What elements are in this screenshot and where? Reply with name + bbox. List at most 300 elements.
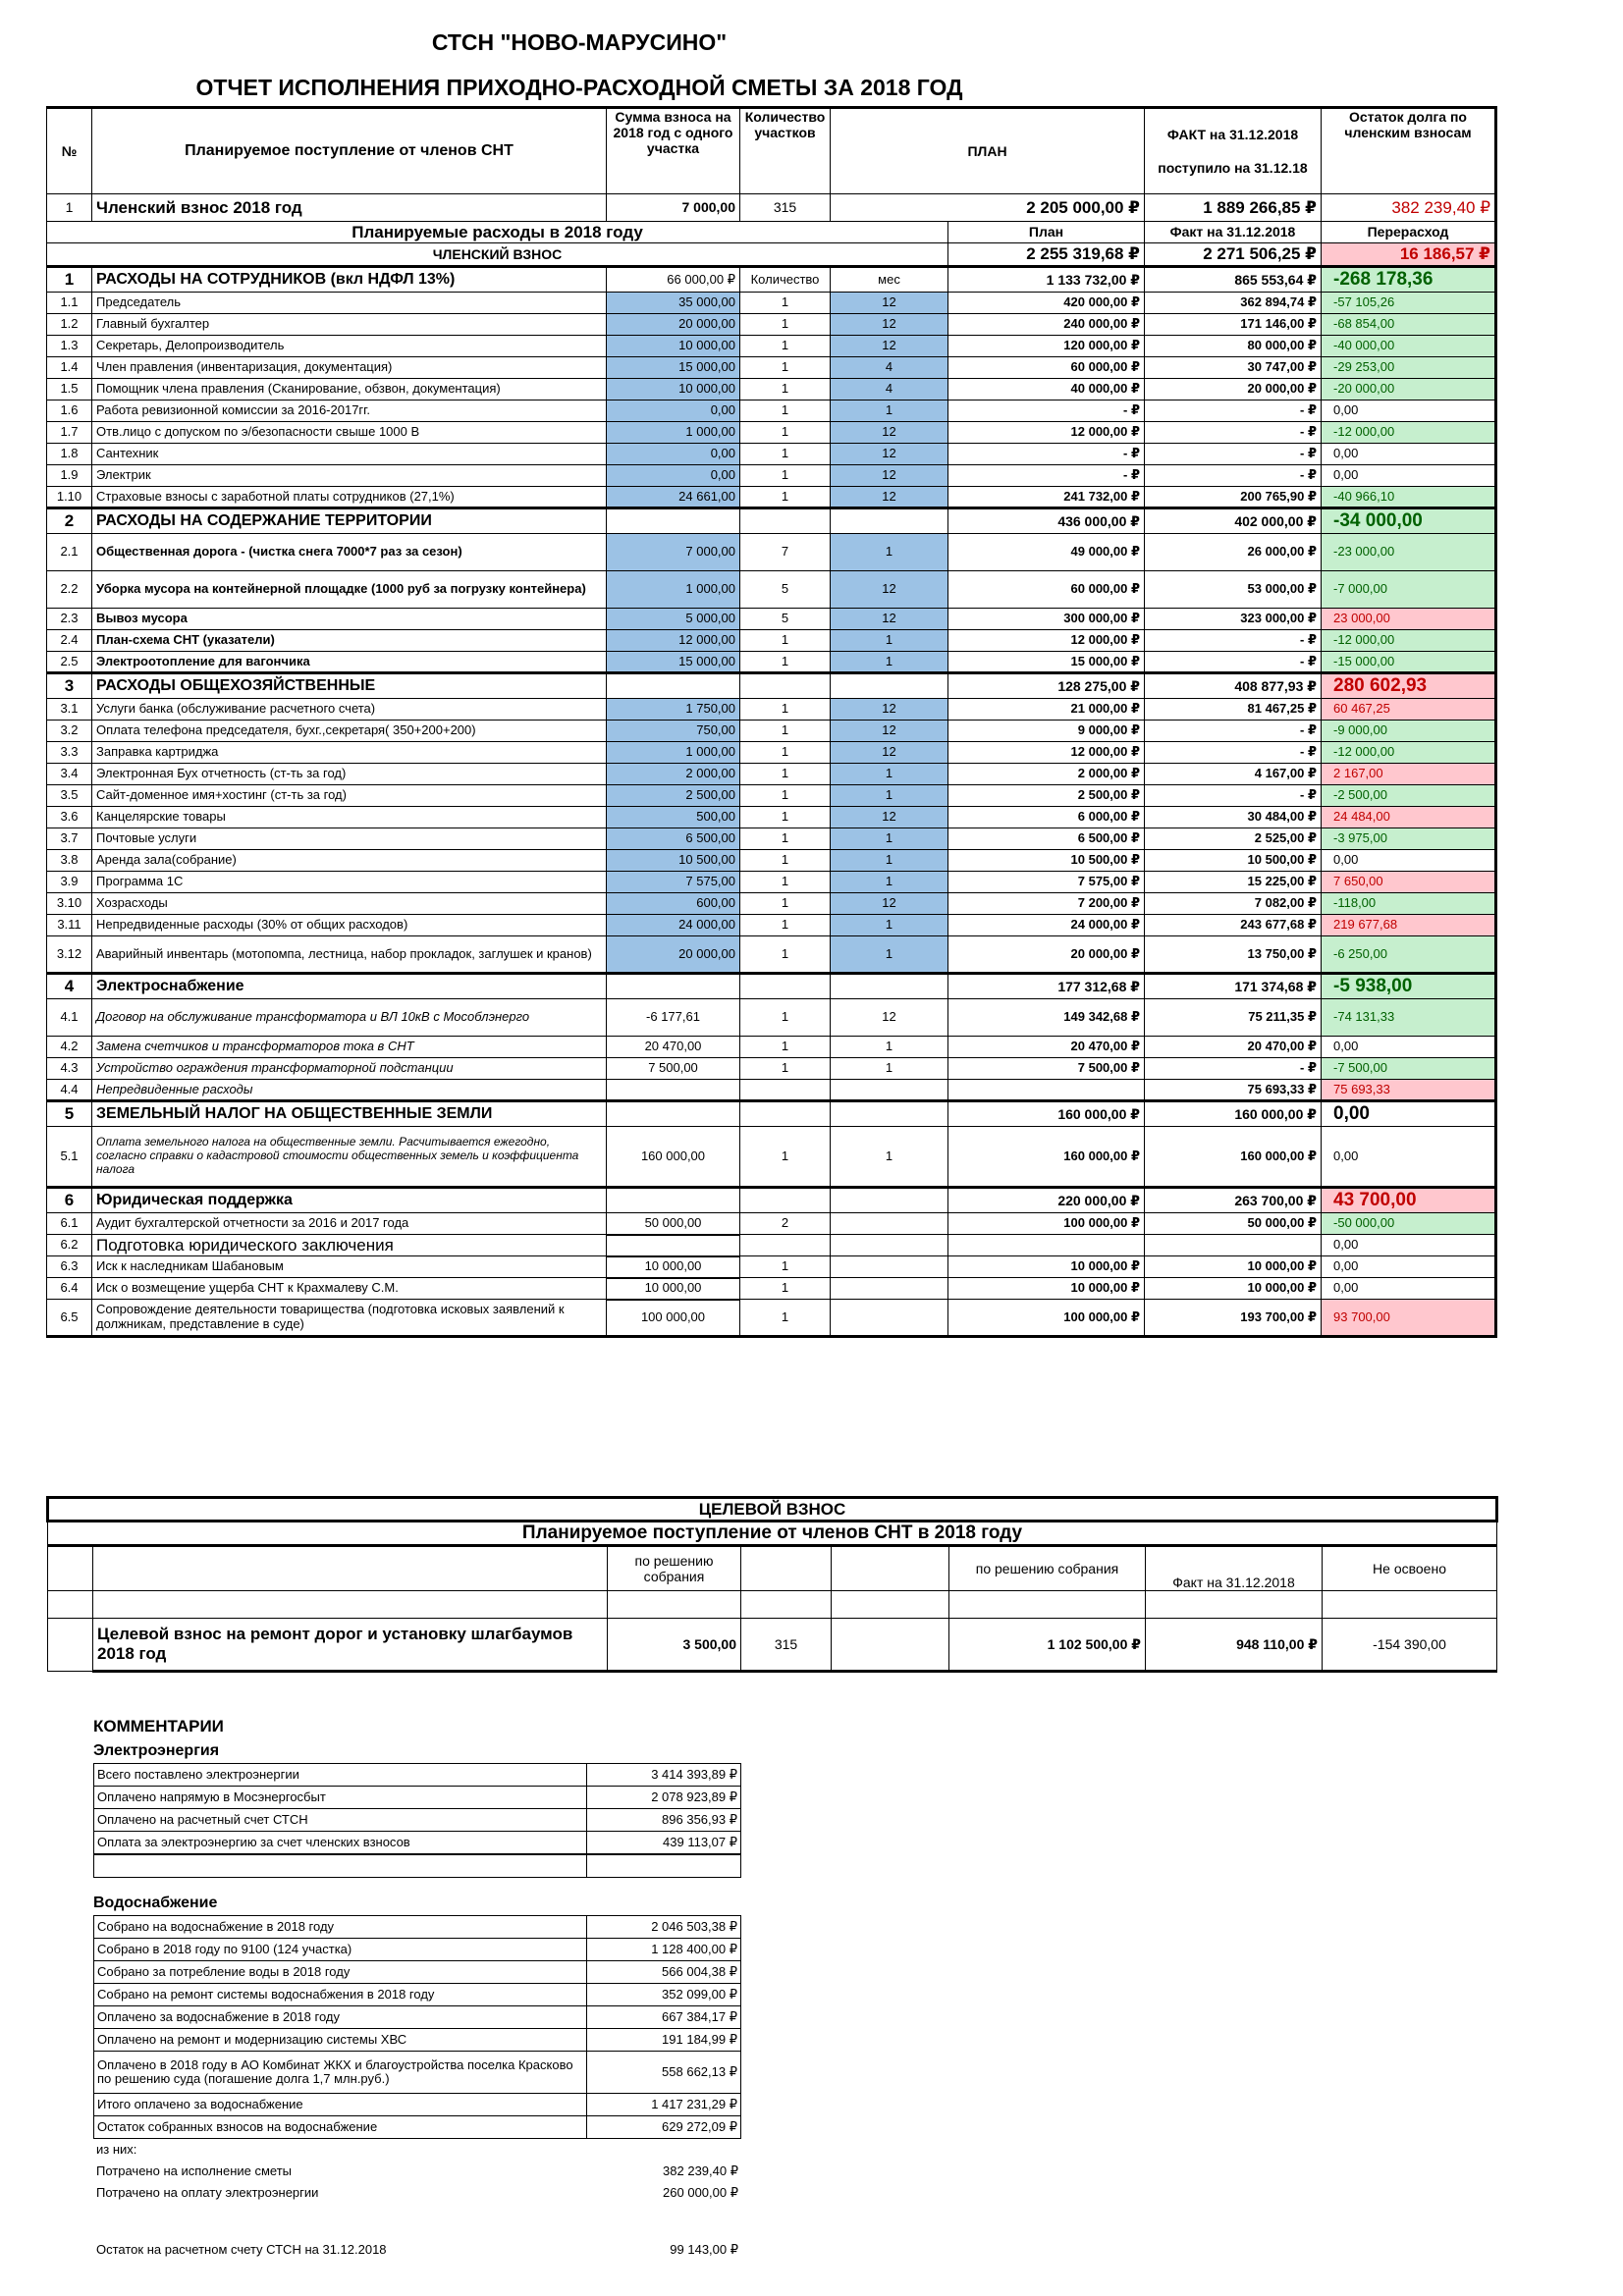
line-name: Председатель <box>92 293 607 314</box>
header-plan: ПЛАН <box>831 108 1145 194</box>
section-col-months <box>831 508 948 534</box>
line-plan: 21 000,00 ₽ <box>948 699 1145 721</box>
line-fact: 193 700,00 ₽ <box>1145 1300 1322 1337</box>
section-col-amount <box>607 1188 740 1213</box>
line-num: 6.3 <box>47 1256 92 1278</box>
expenses-header-fact: Факт на 31.12.2018 <box>1145 222 1322 243</box>
line-amount: 1 750,00 <box>607 699 740 721</box>
target-fee-label-row <box>48 1498 1497 1522</box>
line-count: 1 <box>740 850 831 872</box>
spent-estimate-label: Потрачено на исполнение сметы <box>96 2163 293 2178</box>
line-num: 3.7 <box>47 828 92 850</box>
line-fact: 171 146,00 ₽ <box>1145 314 1322 336</box>
line-diff: -74 131,33 <box>1322 999 1496 1037</box>
member-fee-num: 1 <box>47 194 92 222</box>
line-name: Иск к наследникам Шабановым <box>92 1256 607 1278</box>
line-count: 1 <box>740 652 831 673</box>
line-count: 1 <box>740 293 831 314</box>
line-num: 1.2 <box>47 314 92 336</box>
comment-value: 352 099,00 ₽ <box>587 1984 741 2006</box>
line-months <box>831 1080 948 1101</box>
line-plan: 2 000,00 ₽ <box>948 764 1145 785</box>
line-num: 1.3 <box>47 336 92 357</box>
line-count: 1 <box>740 1127 831 1188</box>
line-count: 1 <box>740 936 831 974</box>
expenses-header-plan: План <box>948 222 1145 243</box>
section-col-months <box>831 1101 948 1127</box>
line-amount: 15 000,00 <box>607 652 740 673</box>
comment-label: Оплачено напрямую в Мосэнергосбыт <box>94 1787 587 1809</box>
line-name: Электроотопление для вагончика <box>92 652 607 673</box>
target-fee-row <box>48 1618 1497 1671</box>
line-count: 7 <box>740 534 831 571</box>
line-diff: 93 700,00 <box>1322 1300 1496 1337</box>
document-title: СТСН "НОВО-МАРУСИНО" <box>431 29 728 55</box>
line-count <box>740 1235 831 1256</box>
target-fee-label: ЦЕЛЕВОЙ ВЗНОС <box>48 1498 1497 1522</box>
budget-line-row <box>47 915 1496 936</box>
line-diff: -40 966,10 <box>1322 487 1496 508</box>
line-amount: 1 000,00 <box>607 571 740 609</box>
line-fact: 200 765,90 ₽ <box>1145 487 1322 508</box>
line-diff: 0,00 <box>1322 1127 1496 1188</box>
header-fee-per-plot: Сумма взноса на 2018 год с одного участка <box>607 108 740 194</box>
comment-value: 896 356,93 ₽ <box>587 1809 741 1832</box>
line-months: 1 <box>831 630 948 652</box>
line-months: 12 <box>831 487 948 508</box>
member-fee-total-diff: 16 186,57 ₽ <box>1322 243 1496 267</box>
section-title: РАСХОДЫ НА СОТРУДНИКОВ (вкл НДФЛ 13%) <box>92 267 607 293</box>
line-amount <box>607 1235 740 1256</box>
line-fact: 7 082,00 ₽ <box>1145 893 1322 915</box>
header-planned-income: Планируемое поступление от членов СНТ <box>92 108 607 194</box>
target-fee-header-empty3 <box>741 1545 832 1590</box>
line-diff: 0,00 <box>1322 1256 1496 1278</box>
budget-line-row <box>47 999 1496 1037</box>
line-fact: 2 525,00 ₽ <box>1145 828 1322 850</box>
line-fact: 323 000,00 ₽ <box>1145 609 1322 630</box>
comment-label: Всего поставлено электроэнергии <box>94 1764 587 1787</box>
header-debt: Остаток долга по членским взносам <box>1322 108 1496 194</box>
line-fact: 30 747,00 ₽ <box>1145 357 1322 379</box>
budget-line-row <box>47 652 1496 673</box>
line-count: 1 <box>740 721 831 742</box>
balance-value: 99 143,00 ₽ <box>670 2241 738 2257</box>
line-diff: -12 000,00 <box>1322 630 1496 652</box>
line-diff: 2 167,00 <box>1322 764 1496 785</box>
target-fee-table <box>46 1496 1498 1673</box>
comment-row <box>94 2116 741 2139</box>
line-plan: 24 000,00 ₽ <box>948 915 1145 936</box>
section-title: ЗЕМЕЛЬНЫЙ НАЛОГ НА ОБЩЕСТВЕННЫЕ ЗЕМЛИ <box>92 1101 607 1127</box>
line-num: 3.2 <box>47 721 92 742</box>
section-plan: 128 275,00 ₽ <box>948 673 1145 699</box>
line-diff: -118,00 <box>1322 893 1496 915</box>
line-fact: - ₽ <box>1145 1058 1322 1080</box>
target-fee-by-decision: по решению собрания <box>608 1545 741 1590</box>
line-diff: 75 693,33 <box>1322 1080 1496 1101</box>
line-months: 12 <box>831 444 948 465</box>
line-months: 12 <box>831 807 948 828</box>
line-name: Сантехник <box>92 444 607 465</box>
line-name: Аудит бухгалтерской отчетности за 2016 и 2017 года <box>92 1213 607 1235</box>
spent-power-label: Потрачено на оплату электроэнергии <box>96 2184 319 2200</box>
line-plan: 120 000,00 ₽ <box>948 336 1145 357</box>
line-count: 1 <box>740 699 831 721</box>
line-months: 12 <box>831 571 948 609</box>
comment-label: Собрано на водоснабжение в 2018 году <box>94 1916 587 1939</box>
member-fee-fact: 1 889 266,85 ₽ <box>1145 194 1322 222</box>
comment-label: Оплачено в 2018 году в АО Комбинат ЖКХ и благоустройства поселка Красково по решению суда (погашение долга 1,7 млн.руб.) <box>94 2052 587 2094</box>
section-header-row <box>47 1101 1496 1127</box>
electricity-spacer <box>93 1854 741 1878</box>
section-diff: 280 602,93 <box>1322 673 1496 699</box>
budget-line-row <box>47 721 1496 742</box>
line-diff: -7 000,00 <box>1322 571 1496 609</box>
budget-line-row <box>47 422 1496 444</box>
budget-line-row <box>47 444 1496 465</box>
line-amount: 10 000,00 <box>607 1256 740 1278</box>
budget-line-row <box>47 1278 1496 1300</box>
line-plan: 420 000,00 ₽ <box>948 293 1145 314</box>
line-months: 1 <box>831 785 948 807</box>
line-name: Непредвиденные расходы (30% от общих расходов) <box>92 915 607 936</box>
line-fact: - ₽ <box>1145 630 1322 652</box>
line-count: 1 <box>740 422 831 444</box>
line-name: Главный бухгалтер <box>92 314 607 336</box>
line-diff: -20 000,00 <box>1322 379 1496 400</box>
line-fact: 10 000,00 ₽ <box>1145 1278 1322 1300</box>
comment-value: 191 184,99 ₽ <box>587 2029 741 2052</box>
line-months: 1 <box>831 400 948 422</box>
line-amount: 50 000,00 <box>607 1213 740 1235</box>
line-name: Аварийный инвентарь (мотопомпа, лестница, набор прокладок, заглушек и кранов) <box>92 936 607 974</box>
line-plan <box>948 1080 1145 1101</box>
header-plots-count: Количество участков <box>740 108 831 194</box>
line-months: 4 <box>831 357 948 379</box>
line-num: 3.12 <box>47 936 92 974</box>
line-name: План-схема СНТ (указатели) <box>92 630 607 652</box>
line-num: 3.9 <box>47 872 92 893</box>
line-months: 1 <box>831 1127 948 1188</box>
line-fact: 15 225,00 ₽ <box>1145 872 1322 893</box>
line-plan: 300 000,00 ₽ <box>948 609 1145 630</box>
line-diff: 0,00 <box>1322 850 1496 872</box>
line-months: 1 <box>831 652 948 673</box>
line-diff: -7 500,00 <box>1322 1058 1496 1080</box>
line-fact: - ₽ <box>1145 422 1322 444</box>
comment-label: Оплачено на расчетный счет СТСН <box>94 1809 587 1832</box>
line-num: 2.4 <box>47 630 92 652</box>
line-fact: - ₽ <box>1145 444 1322 465</box>
budget-line-row <box>47 828 1496 850</box>
comment-label: Оплачено за водоснабжение в 2018 году <box>94 2006 587 2029</box>
budget-line-row <box>47 807 1496 828</box>
line-diff: -40 000,00 <box>1322 336 1496 357</box>
line-months: 4 <box>831 379 948 400</box>
budget-line-row <box>47 785 1496 807</box>
line-num: 5.1 <box>47 1127 92 1188</box>
budget-line-row <box>47 1256 1496 1278</box>
line-plan: 7 575,00 ₽ <box>948 872 1145 893</box>
budget-line-row <box>47 742 1496 764</box>
header-fact-label: ФАКТ на 31.12.2018 <box>1166 126 1299 142</box>
section-col-amount <box>607 974 740 999</box>
section-diff: 43 700,00 <box>1322 1188 1496 1213</box>
line-months: 1 <box>831 850 948 872</box>
line-diff: -9 000,00 <box>1322 721 1496 742</box>
line-amount <box>607 1080 740 1101</box>
line-num: 6.4 <box>47 1278 92 1300</box>
line-fact: 81 467,25 ₽ <box>1145 699 1322 721</box>
line-diff: 23 000,00 <box>1322 609 1496 630</box>
line-months: 12 <box>831 422 948 444</box>
line-plan: 60 000,00 ₽ <box>948 571 1145 609</box>
line-amount: 5 000,00 <box>607 609 740 630</box>
line-count: 1 <box>740 1278 831 1300</box>
section-header-row <box>47 974 1496 999</box>
line-months: 12 <box>831 314 948 336</box>
budget-line-row <box>47 630 1496 652</box>
line-diff: -29 253,00 <box>1322 357 1496 379</box>
line-diff: -3 975,00 <box>1322 828 1496 850</box>
line-diff: -12 000,00 <box>1322 742 1496 764</box>
comment-row <box>94 2094 741 2116</box>
line-amount: 20 000,00 <box>607 936 740 974</box>
member-fee-name: Членский взнос 2018 год <box>92 194 607 222</box>
line-fact: 30 484,00 ₽ <box>1145 807 1322 828</box>
section-header-row <box>47 1188 1496 1213</box>
target-fee-subtitle-row <box>48 1522 1497 1546</box>
target-fee-header-empty2 <box>93 1545 608 1590</box>
line-count: 1 <box>740 336 831 357</box>
line-plan: 240 000,00 ₽ <box>948 314 1145 336</box>
line-fact: 13 750,00 ₽ <box>1145 936 1322 974</box>
target-fee-by-decision-2: по решению собрания <box>949 1545 1146 1590</box>
comment-row <box>94 2006 741 2029</box>
section-col-count: Количество <box>740 267 831 293</box>
line-diff: 7 650,00 <box>1322 872 1496 893</box>
line-amount: 1 000,00 <box>607 422 740 444</box>
member-fee-debt: 382 239,40 ₽ <box>1322 194 1496 222</box>
line-name: Аренда зала(собрание) <box>92 850 607 872</box>
line-fact: 160 000,00 ₽ <box>1145 1127 1322 1188</box>
line-name: Электрик <box>92 465 607 487</box>
section-plan: 436 000,00 ₽ <box>948 508 1145 534</box>
line-plan: 20 000,00 ₽ <box>948 936 1145 974</box>
line-amount: 160 000,00 <box>607 1127 740 1188</box>
line-diff: 0,00 <box>1322 1235 1496 1256</box>
electricity-table <box>93 1763 741 1854</box>
section-col-months <box>831 974 948 999</box>
line-name: Секретарь, Делопроизводитель <box>92 336 607 357</box>
line-name: Подготовка юридического заключения <box>92 1235 607 1256</box>
line-diff: 60 467,25 <box>1322 699 1496 721</box>
comment-value: 566 004,38 ₽ <box>587 1961 741 1984</box>
line-diff: 24 484,00 <box>1322 807 1496 828</box>
line-count: 1 <box>740 828 831 850</box>
member-fee-row <box>47 194 1496 222</box>
member-fee-plots: 315 <box>740 194 831 222</box>
line-plan: 15 000,00 ₽ <box>948 652 1145 673</box>
line-name: Почтовые услуги <box>92 828 607 850</box>
member-fee-plan: 2 205 000,00 ₽ <box>831 194 1145 222</box>
line-name: Хозрасходы <box>92 893 607 915</box>
table-header-row <box>47 108 1496 194</box>
line-fact: 80 000,00 ₽ <box>1145 336 1322 357</box>
line-diff: 0,00 <box>1322 465 1496 487</box>
water-table <box>93 1915 741 2139</box>
line-name: Услуги банка (обслуживание расчетного счета) <box>92 699 607 721</box>
budget-line-row <box>47 336 1496 357</box>
line-name: Работа ревизионной комиссии за 2016-2017гг. <box>92 400 607 422</box>
line-plan: 7 500,00 ₽ <box>948 1058 1145 1080</box>
line-fact: 75 693,33 ₽ <box>1145 1080 1322 1101</box>
line-num: 3.4 <box>47 764 92 785</box>
line-amount: 6 500,00 <box>607 828 740 850</box>
line-months: 12 <box>831 999 948 1037</box>
line-amount: -6 177,61 <box>607 999 740 1037</box>
line-months: 1 <box>831 936 948 974</box>
comment-value: 667 384,17 ₽ <box>587 2006 741 2029</box>
line-plan: 2 500,00 ₽ <box>948 785 1145 807</box>
line-fact: 243 677,68 ₽ <box>1145 915 1322 936</box>
line-months <box>831 1213 948 1235</box>
budget-line-row <box>47 1300 1496 1337</box>
target-fee-header-empty4 <box>832 1545 949 1590</box>
budget-line-row <box>47 1037 1496 1058</box>
comment-label: Собрано за потребление воды в 2018 году <box>94 1961 587 1984</box>
line-diff: -12 000,00 <box>1322 422 1496 444</box>
line-diff: 0,00 <box>1322 400 1496 422</box>
target-fee-amount: 3 500,00 <box>608 1618 741 1671</box>
line-fact: 10 500,00 ₽ <box>1145 850 1322 872</box>
line-amount: 10 000,00 <box>607 336 740 357</box>
line-diff: 219 677,68 <box>1322 915 1496 936</box>
comment-row <box>94 1939 741 1961</box>
line-fact: 20 470,00 ₽ <box>1145 1037 1322 1058</box>
line-fact: 20 000,00 ₽ <box>1145 379 1322 400</box>
line-amount: 0,00 <box>607 444 740 465</box>
comment-label: Итого оплачено за водоснабжение <box>94 2094 587 2116</box>
line-fact <box>1145 1235 1322 1256</box>
line-fact: 26 000,00 ₽ <box>1145 534 1322 571</box>
line-months: 12 <box>831 336 948 357</box>
line-count: 1 <box>740 915 831 936</box>
line-name: Замена счетчиков и трансформаторов тока в СНТ <box>92 1037 607 1058</box>
section-diff: 0,00 <box>1322 1101 1496 1127</box>
section-col-amount: 66 000,00 ₽ <box>607 267 740 293</box>
budget-line-row <box>47 1058 1496 1080</box>
section-col-count <box>740 673 831 699</box>
comment-label: Собрано на ремонт системы водоснабжения в 2018 году <box>94 1984 587 2006</box>
line-months: 12 <box>831 742 948 764</box>
section-fact: 171 374,68 ₽ <box>1145 974 1322 999</box>
section-num: 6 <box>47 1188 92 1213</box>
line-plan: - ₽ <box>948 465 1145 487</box>
target-fee-empty-row <box>48 1590 1497 1618</box>
section-num: 4 <box>47 974 92 999</box>
line-count: 1 <box>740 379 831 400</box>
line-name: Сопровождение деятельности товарищества (подготовка исковых заявлений к должникам, представление в суде) <box>92 1300 607 1337</box>
section-plan: 220 000,00 ₽ <box>948 1188 1145 1213</box>
comment-row <box>94 1961 741 1984</box>
water-title: Водоснабжение <box>93 1895 218 1911</box>
line-amount: 7 575,00 <box>607 872 740 893</box>
target-fee-not-used: Не освоено <box>1323 1545 1497 1590</box>
budget-line-row <box>47 357 1496 379</box>
line-name: Член правления (инвентаризация, документация) <box>92 357 607 379</box>
budget-line-row <box>47 465 1496 487</box>
line-name: Электронная Бух отчетность (ст-ть за год) <box>92 764 607 785</box>
line-count: 5 <box>740 609 831 630</box>
line-num: 2.1 <box>47 534 92 571</box>
line-name: Помощник члена правления (Сканирование, обзвон, документация) <box>92 379 607 400</box>
line-fact: 75 211,35 ₽ <box>1145 999 1322 1037</box>
line-name: Сайт-доменное имя+хостинг (ст-ть за год) <box>92 785 607 807</box>
budget-line-row <box>47 379 1496 400</box>
section-col-months <box>831 1188 948 1213</box>
line-num: 1.8 <box>47 444 92 465</box>
line-diff: -23 000,00 <box>1322 534 1496 571</box>
line-plan: 12 000,00 ₽ <box>948 630 1145 652</box>
expenses-header-overrun: Перерасход <box>1322 222 1496 243</box>
line-plan: 160 000,00 ₽ <box>948 1127 1145 1188</box>
target-fee-plots: 315 <box>741 1618 832 1671</box>
line-fact: - ₽ <box>1145 742 1322 764</box>
line-fact: - ₽ <box>1145 785 1322 807</box>
line-num: 2.3 <box>47 609 92 630</box>
comments-title: КОММЕНТАРИИ <box>93 1717 224 1735</box>
header-received-label: поступило на 31.12.18 <box>1158 160 1308 176</box>
line-diff: 0,00 <box>1322 1037 1496 1058</box>
section-col-count <box>740 508 831 534</box>
budget-line-row <box>47 1235 1496 1256</box>
line-count: 1 <box>740 893 831 915</box>
header-num: № <box>47 108 92 194</box>
line-name: Страховые взносы с заработной платы сотрудников (27,1%) <box>92 487 607 508</box>
line-months: 12 <box>831 293 948 314</box>
line-months: 1 <box>831 915 948 936</box>
line-num: 1.4 <box>47 357 92 379</box>
section-fact: 402 000,00 ₽ <box>1145 508 1322 534</box>
budget-line-row <box>47 850 1496 872</box>
comment-value: 2 078 923,89 ₽ <box>587 1787 741 1809</box>
line-amount: 500,00 <box>607 807 740 828</box>
of-which-label: из них: <box>96 2141 137 2157</box>
electricity-title: Электроэнергия <box>93 1742 220 1759</box>
section-num: 5 <box>47 1101 92 1127</box>
target-fee-diff: -154 390,00 <box>1323 1618 1497 1671</box>
line-plan: - ₽ <box>948 400 1145 422</box>
line-diff: -50 000,00 <box>1322 1213 1496 1235</box>
target-fee-plan: 1 102 500,00 ₽ <box>949 1618 1146 1671</box>
section-col-amount <box>607 673 740 699</box>
section-num: 2 <box>47 508 92 534</box>
line-amount: 20 000,00 <box>607 314 740 336</box>
line-amount: 10 500,00 <box>607 850 740 872</box>
line-amount: 100 000,00 <box>607 1300 740 1337</box>
line-count: 1 <box>740 1256 831 1278</box>
line-fact: 4 167,00 ₽ <box>1145 764 1322 785</box>
line-plan: 49 000,00 ₽ <box>948 534 1145 571</box>
line-diff: -68 854,00 <box>1322 314 1496 336</box>
line-num: 3.1 <box>47 699 92 721</box>
line-fact: - ₽ <box>1145 465 1322 487</box>
section-plan: 177 312,68 ₽ <box>948 974 1145 999</box>
line-diff: 0,00 <box>1322 1278 1496 1300</box>
budget-line-row <box>47 764 1496 785</box>
